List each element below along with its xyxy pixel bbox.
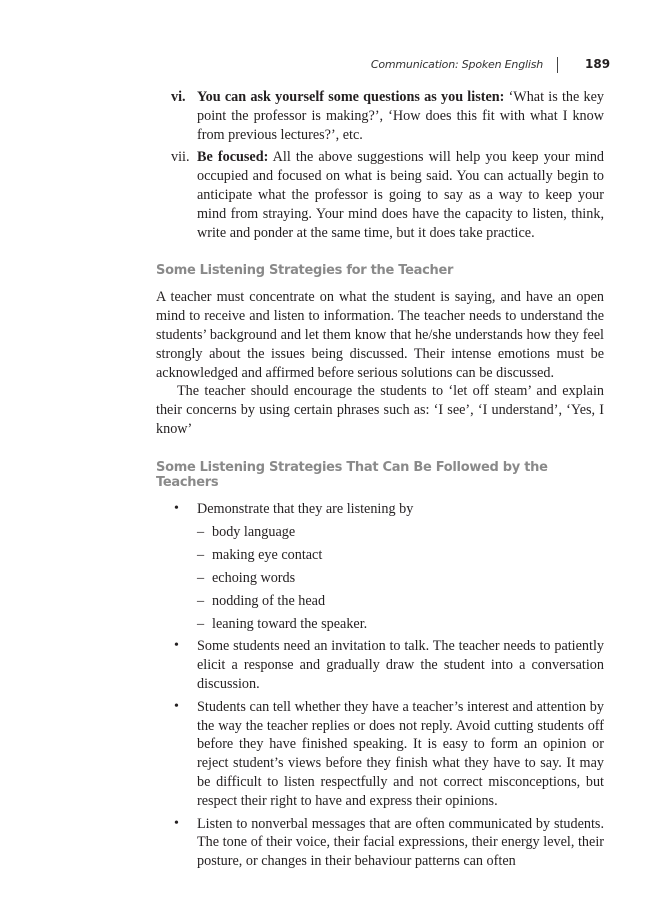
dash-marker: – [197, 592, 205, 609]
item-text: All the above suggestions will help you keep your mind occupied and focused on what is being said. You can actually begin to anticipate what the professor is going to say as a way to keep your mind from straying. Your mind does have the capacity to listen, think, write and ponder at the same time, but it does take practice. [197, 149, 605, 241]
dash-marker: – [197, 615, 205, 632]
list-item [156, 637, 604, 693]
bullet-marker: • [174, 698, 179, 714]
sub-list-item [197, 546, 604, 565]
sub-list-item [197, 592, 604, 611]
numbered-item-vi [156, 88, 604, 144]
numbered-item-vii [156, 148, 604, 242]
list-item [156, 500, 604, 634]
sub-list [197, 523, 604, 634]
dash-marker: – [197, 569, 205, 586]
bullet-list [156, 500, 604, 871]
running-title: Communication: Spoken English [370, 58, 543, 71]
sub-item-text: leaning toward the speaker. [212, 615, 368, 632]
bullet-marker: • [174, 815, 179, 831]
sub-list-item [197, 615, 604, 634]
sub-item-text: body language [212, 523, 296, 540]
item-lead: You can ask yourself some questions as you listen: [197, 89, 505, 105]
list-item [156, 698, 604, 811]
item-marker: vi. [171, 89, 186, 105]
running-header [0, 58, 661, 78]
page-body [156, 88, 604, 875]
section-heading-teacher: Some Listening Strategies for the Teacher [156, 263, 454, 279]
paragraph: A teacher must concentrate on what the student is saying, and have an open mind to receive and listen to information. The teacher needs to understand the students’ background and let them know that he/she understands how they feel strongly about the issues being discussed. Their intense emotions must be acknowledged and affirmed before serious solutions can be discussed. [156, 289, 604, 381]
bullet-text: Some students need an invitation to talk. The teacher needs to patiently elicit a response and gradually draw the student into a conversation discussion. [197, 638, 604, 693]
sub-item-text: nodding of the head [212, 592, 326, 609]
item-lead: Be focused: [197, 149, 269, 166]
sub-item-text: making eye contact [212, 546, 323, 563]
bullet-text: Listen to nonverbal messages that are often communicated by students. The tone of their voice, their facial expressions, their energy level, their posture, or changes in their behaviour patterns can often [197, 815, 604, 870]
bullet-marker: • [174, 638, 179, 654]
header-divider [557, 57, 558, 73]
bullet-marker: • [174, 500, 179, 516]
item-text: ‘What is the key point the professor is making?’, ‘How does this fit with what I know from previous lectures?’, etc. [197, 89, 604, 143]
list-item [156, 815, 604, 871]
sub-list-item [197, 569, 604, 588]
item-marker: vii. [171, 149, 190, 166]
sub-item-text: echoing words [212, 569, 296, 586]
paragraph: The teacher should encourage the students to ‘let off steam’ and explain their concerns by using certain phrases such as: ‘I see’, ‘I understand’, ‘Yes, I know’ [156, 383, 604, 437]
bullet-text: Demonstrate that they are listening by [197, 500, 414, 517]
dash-marker: – [197, 546, 205, 563]
section-heading-strategies: Some Listening Strategies That Can Be Followed by the Teachers [156, 459, 548, 490]
bullet-text: Students can tell whether they have a teacher’s interest and attention by the way the teacher replies or does not reply. Avoid cutting students off before they have finished speaking. It is easy to form an opinion or reject student’s views before they finish what they have to say. It may be difficult to listen respectfully and not correct misconceptions, but respect their right to have and express their opinions. [197, 698, 604, 809]
page-number: 189 [585, 57, 611, 71]
sub-list-item [197, 523, 604, 542]
dash-marker: – [197, 523, 205, 540]
